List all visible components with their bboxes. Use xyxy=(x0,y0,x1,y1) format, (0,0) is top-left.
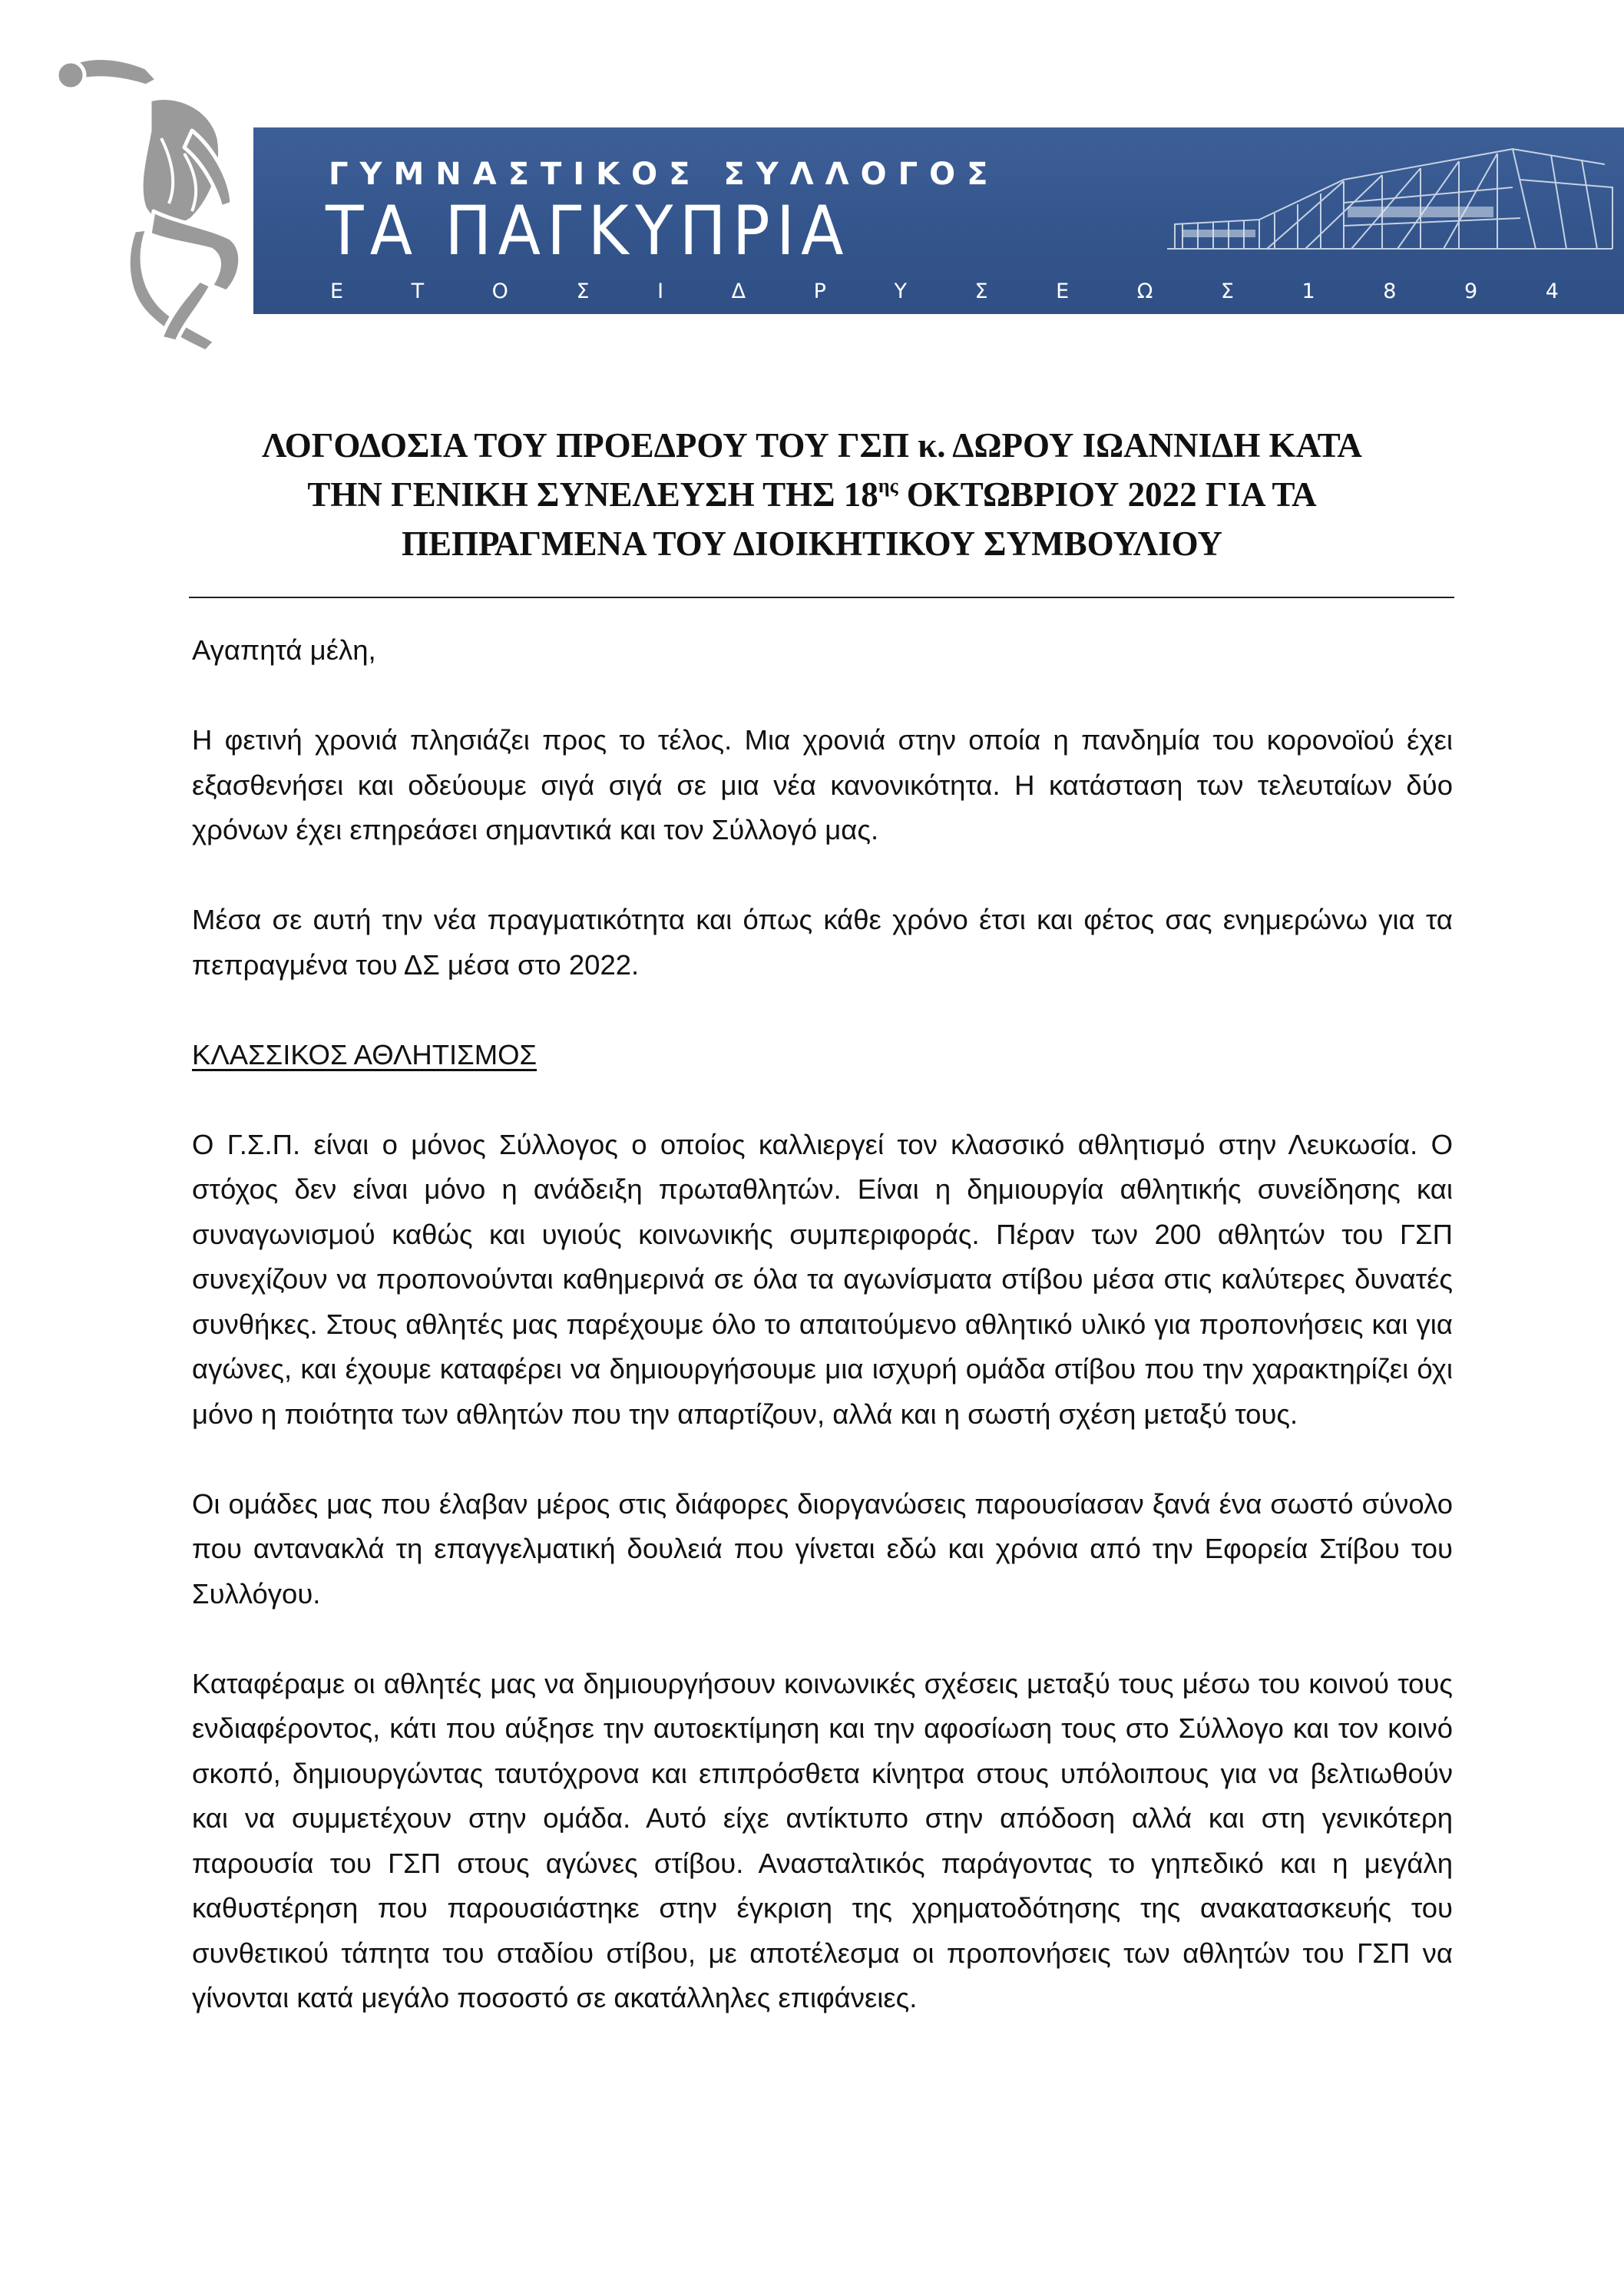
paragraph: Καταφέραμε οι αθλητές μας να δημιουργήσουν κοινωνικές σχέσεις μεταξύ τους μέσω του κοινού τους ενδιαφέροντος, κάτι που αύξησε την αυτοεκτίμηση και την αφοσίωση τους στο Σύλλογο και τον κοινό σκοπό, δημιουργώντας ταυτόχρονα και επιπρόσθετα κίνητρα στους υπόλοιπους για να βελτιωθούν και να συμμετέχουν στην ομάδα. Αυτό είχε αντίκτυπο στην απόδοση αλλά και στη γενικότερη παρουσία του ΓΣΠ στους αγώνες στίβου. Ανασταλτικός παράγοντας το γηπεδικό και η μεγάλη καθυστέρηση που παρουσιάστηκε στην έγκριση της χρηματοδότησης της ανακατασκευής του συνθετικού τάπητα του σταδίου στίβου, με αποτέλεσμα οι προπονήσεις των αθλητών του ΓΣΠ να γίνονται κατά μεγάλο ποσοστό σε ακατάλληλες επιφάνειες. xyxy=(192,1667,1453,2013)
founding-char: Ε xyxy=(1056,280,1070,303)
ordinal-suffix: ης xyxy=(878,475,898,497)
founding-char: 8 xyxy=(1383,280,1397,303)
discus-thrower-icon xyxy=(54,46,299,353)
founding-char: Ω xyxy=(1136,280,1153,303)
document-body xyxy=(192,628,1453,2066)
founding-char: Τ xyxy=(411,280,425,303)
org-subtitle: ΓΥΜΝΑΣΤΙΚΟΣ ΣΥΛΛΟΓΟΣ xyxy=(329,157,1000,192)
letterhead-banner xyxy=(253,127,1624,314)
section-heading: ΚΛΑΣΣΙΚΟΣ ΑΘΛΗΤΙΣΜΟΣ xyxy=(192,1038,537,1070)
greeting: Αγαπητά μέλη, xyxy=(192,634,376,666)
paragraph: Η φετινή χρονιά πλησιάζει προς το τέλος. Μια χρονιά στην οποία η πανδημία του κορονοϊού έχει εξασθενήσει και οδεύουμε σιγά σιγά σε μια νέα κανονικότητα. Η κατάσταση των τελευταίων δύο χρόνων έχει επηρεάσει σημαντικά και τον Σύλλογό μας. xyxy=(192,724,1453,845)
founding-char: 1 xyxy=(1302,280,1315,303)
founding-year-line xyxy=(330,280,1559,303)
founding-char: Δ xyxy=(731,280,746,303)
founding-char: Σ xyxy=(974,280,988,303)
founding-char: Ε xyxy=(330,280,344,303)
founding-char: Ι xyxy=(657,280,664,303)
title-line-3: ΠΕΠΡΑΓΜΕΝΑ ΤΟΥ ΔΙΟΙΚΗΤΙΚΟΥ ΣΥΜΒΟΥΛΙΟΥ xyxy=(401,524,1222,563)
title-line-1: ΛΟΓΟΔΟΣΙΑ ΤΟΥ ΠΡΟΕΔΡΟΥ ΤΟΥ ΓΣΠ κ. ΔΩΡΟΥ ΙΩΑΝΝΙΔΗ ΚΑΤΑ xyxy=(262,426,1362,465)
founding-char: 9 xyxy=(1464,280,1478,303)
paragraph: Ο Γ.Σ.Π. είναι ο μόνος Σύλλογος ο οποίος καλλιεργεί τον κλασσικό αθλητισμό στην Λευκωσία. Ο στόχος δεν είναι μόνο η ανάδειξη πρωταθλητών. Είναι η δημιουργία αθλητικής συνείδησης και συναγωνισμού καθώς και υγιούς κοινωνικής συμπεριφοράς. Πέραν των 200 αθλητών του ΓΣΠ συνεχίζουν να προπονούνται καθημερινά σε όλα τα αγωνίσματα στίβου μέσα στις καλύτερες δυνατές συνθήκες. Στους αθλητές μας παρέχουμε όλο το απαιτούμενο αθλητικό υλικό για προπονήσεις και για αγώνες, και έχουμε καταφέρει να δημιουργήσουμε μια ισχυρή ομάδα στίβου που την χαρακτηρίζει όχι μόνο η ποιότητα των αθλητών που την απαρτίζουν, αλλά και η σωστή σχέση μεταξύ τους. xyxy=(192,1128,1453,1430)
founding-char: Σ xyxy=(1220,280,1234,303)
founding-char: Υ xyxy=(894,280,907,303)
founding-char: Σ xyxy=(576,280,590,303)
title-divider xyxy=(189,597,1454,598)
founding-char: Ρ xyxy=(813,280,826,303)
stadium-icon xyxy=(1152,134,1624,264)
paragraph: Μέσα σε αυτή την νέα πραγματικότητα και όπως κάθε χρόνο έτσι και φέτος σας ενημερώνω για τα πεπραγμένα του ΔΣ μέσα στο 2022. xyxy=(192,904,1453,981)
founding-char: Ο xyxy=(491,280,508,303)
founding-char: 4 xyxy=(1545,280,1559,303)
document-title xyxy=(154,421,1470,568)
paragraph: Οι ομάδες μας που έλαβαν μέρος στις διάφορες διοργανώσεις παρουσίασαν ξανά ένα σωστό σύνολο που αντανακλά τη επαγγελματική δουλειά που γίνεται εδώ και χρόνια από την Εφορεία Στίβου του Συλλόγου. xyxy=(192,1487,1453,1610)
org-name: ΤΑ ΠΑΓΚΥΠΡΙΑ xyxy=(326,191,850,270)
title-line-2: ΤΗΝ ΓΕΝΙΚΗ ΣΥΝΕΛΕΥΣΗ ΤΗΣ $18^{\eta\varsigma}$ ΟΚΤΩΒΡΙΟΥ 2022 ΓΙΑ ΤΑ xyxy=(307,475,1317,514)
letterhead xyxy=(0,0,1624,361)
